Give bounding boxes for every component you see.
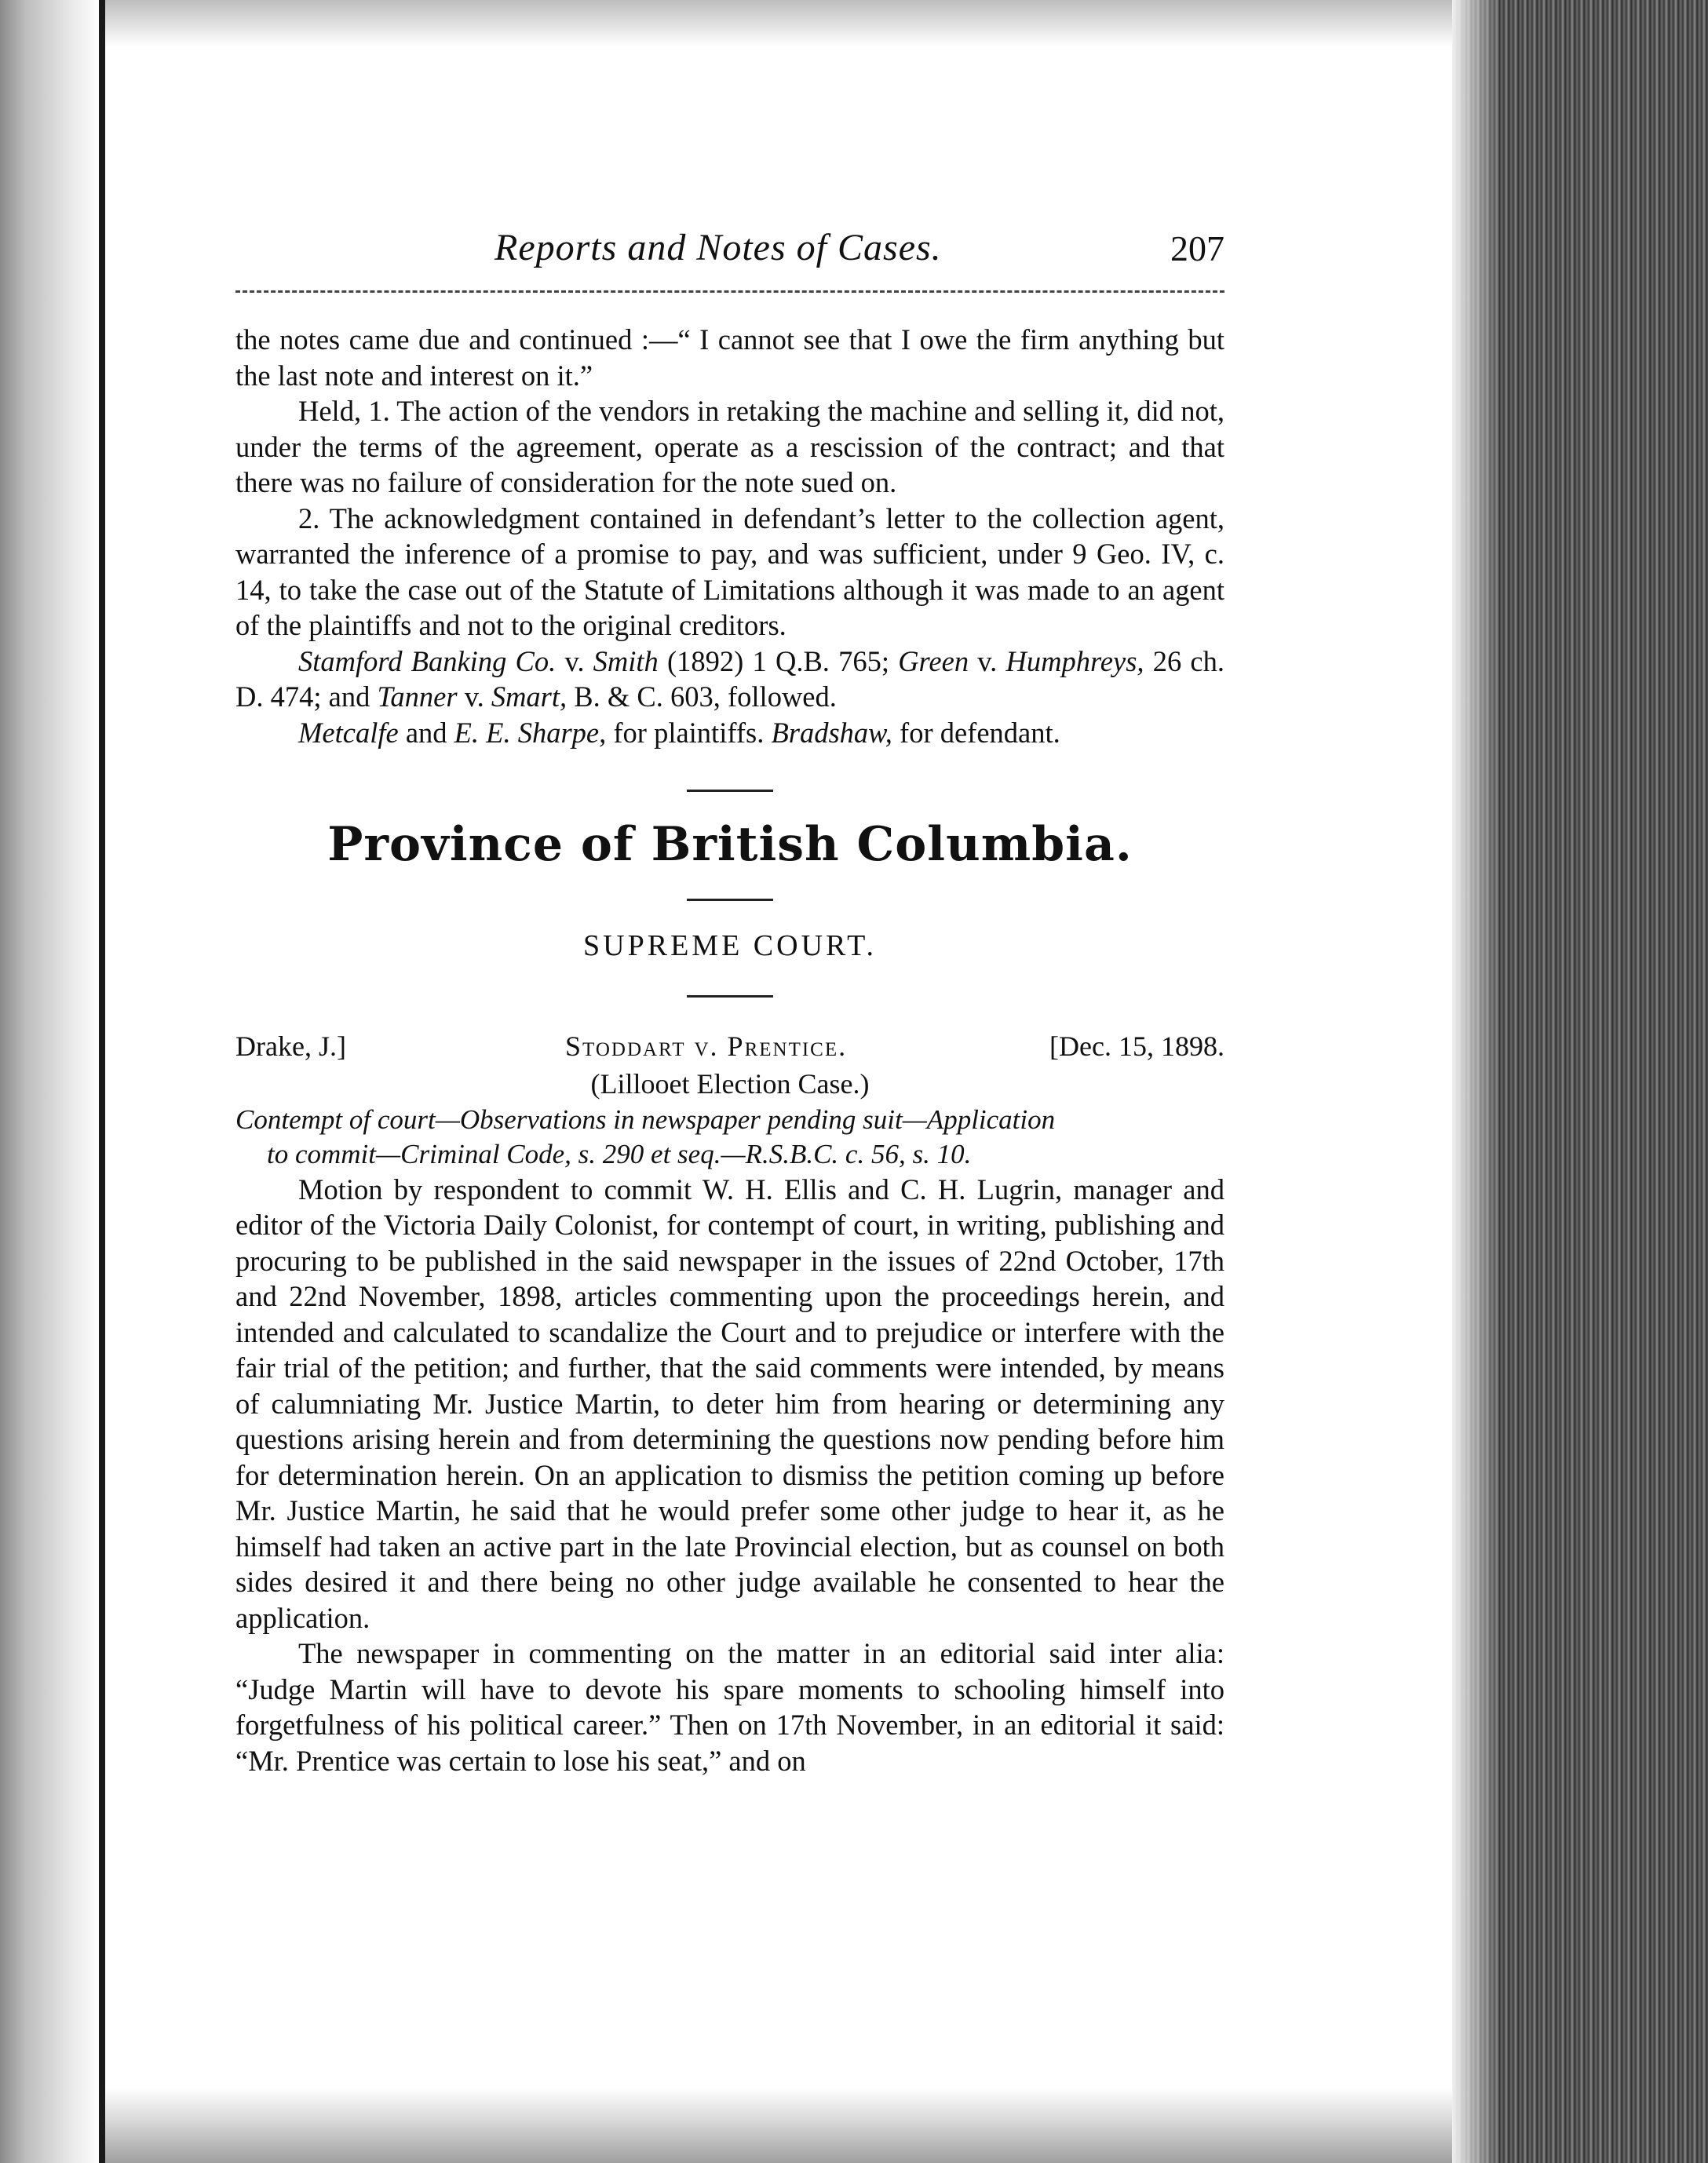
paragraph-newspaper: The newspaper in commenting on the matter in an editorial said inter alia: “Judge Martin will have to devote his spare moments to schooling himself into forgetfulness of his political career.” Then on 17th November, in an editorial it said: “Mr. Prentice was certain to lose his seat,” and on (235, 1637, 1224, 1777)
case-name: Stoddart v. Prentice. (565, 1030, 848, 1062)
court-title: SUPREME COURT. (583, 928, 877, 962)
case-judge: Drake, J.] (235, 1030, 346, 1062)
headnote-line-2: to commit—Criminal Code, s. 290 et seq.—R.S.B.C. c. 56, s. 10. (267, 1138, 972, 1169)
page-number: 207 (1170, 228, 1224, 268)
case-line (235, 1029, 1224, 1067)
header-rule (235, 290, 1224, 293)
scan-edge-left (0, 0, 102, 2163)
scan-binding-line (99, 0, 105, 2163)
paragraph-held-2: 2. The acknowledgment contained in defendant’s letter to the collection agent, warranted the inference of a promise to pay, and was sufficient, under 9 Geo. IV, c. 14, to take the case out of the Statute of Limitations although it was made to an agent of the plaintiffs and not to the original creditors. (235, 502, 1224, 641)
paragraph-motion: Motion by respondent to commit W. H. Ellis and C. H. Lugrin, manager and editor of the Victoria Daily Colonist, for contempt of court, in writing, publishing and procuring to be published in the said newspaper in the issues of 22nd October, 17th and 22nd November, 1898, articles commenting upon the proceedings herein, and intended and calculated to scandalize the Court and to prejudice or interfere with the fair trial of the petition; and further, that the said comments were intended, by means of calumniating Mr. Justice Martin, to deter him from hearing or determining any questions arising herein and from determining the questions now pending before him for determination herein. On an application to dismiss the petition coming up before Mr. Justice Martin, he said that he would prefer some other judge to hear it, as he himself had taken an active part in the late Provincial election, but as counsel on both sides desired it and there being no other judge available he consented to hear the application. (235, 1173, 1224, 1634)
paragraph-held-1: Held, 1. The action of the vendors in retaking the machine and selling it, did not, under the terms of the agreement, operate as a rescission of the contract; and that there was no failure of consideration for the note sued on. (235, 395, 1224, 498)
case-subtitle: (Lillooet Election Case.) (590, 1068, 870, 1100)
body-text (235, 322, 1224, 1778)
headnote (235, 1103, 1224, 1172)
headnote-line-1: Contempt of court—Observations in newspaper pending suit—Application (235, 1103, 1056, 1135)
paragraph-continuation: the notes came due and continued :—“ I cannot see that I owe the firm anything but the last note and interest on it.” (235, 323, 1224, 392)
scan-edge-right-shade (1452, 0, 1499, 2163)
case-date: [Dec. 15, 1898. (1049, 1030, 1224, 1062)
section-title: Province of British Columbia. (327, 817, 1133, 872)
running-title: Reports and Notes of Cases. (495, 227, 942, 268)
page-header (235, 220, 1224, 275)
counsel: Metcalfe and E. E. Sharpe, for plaintiffs. Bradshaw, for defendant. (298, 716, 1060, 749)
citations: Stamford Banking Co. v. Smith (1892) 1 Q.B. 765; Green v. Humphreys, 26 ch. D. 474; and Tanner v. Smart, B. & C. 603, followed. (235, 644, 1225, 713)
